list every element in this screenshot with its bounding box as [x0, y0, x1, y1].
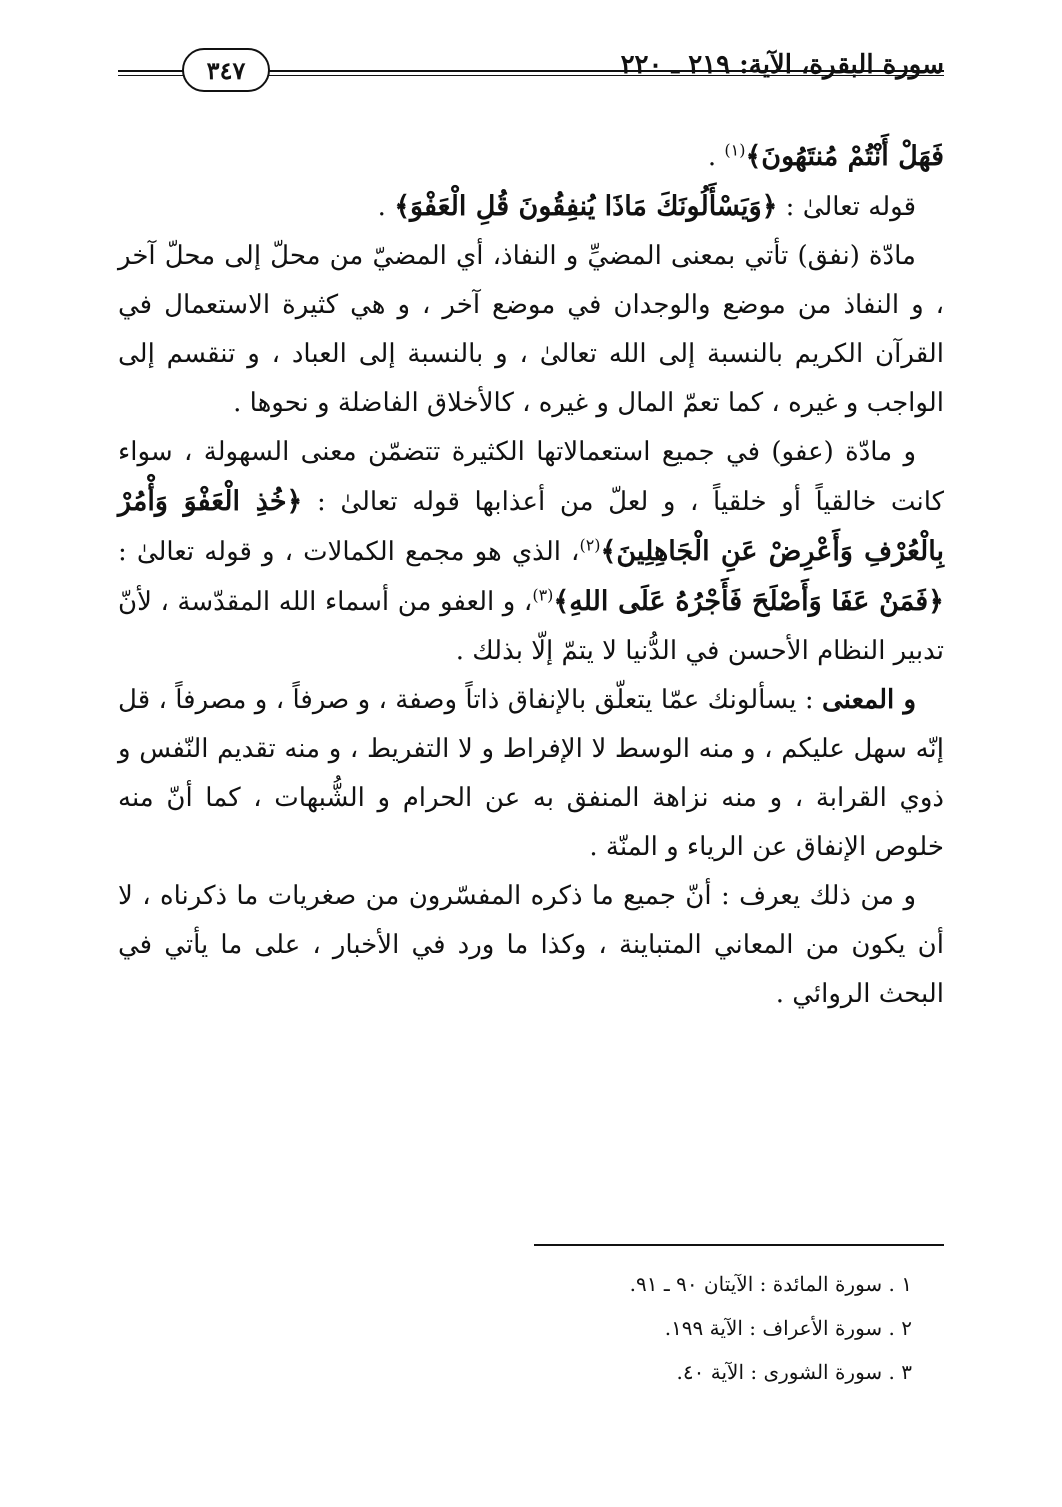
- paragraph-text: .: [377, 192, 395, 222]
- footnotes: [118, 1262, 912, 1394]
- paragraph-text: ، الذي هو مجمع الكمالات ، و قوله تعالىٰ :: [118, 537, 580, 567]
- quran-verse: فَهَلْ أَنْتُمْ مُنتَهُونَ﴾: [745, 141, 944, 172]
- paragraph-text: ، و العفو من أسماء الله المقدّسة ، لأنّ تدبير النظام الأحسن في الدُّنيا لا يتمّ إلّا بذلك .: [118, 587, 944, 666]
- main-text: [118, 132, 944, 1019]
- footnote-marker-1: (١): [724, 140, 746, 160]
- paragraph-1: [118, 132, 944, 182]
- footnote-marker-3: (٣): [532, 585, 554, 605]
- footnote-2: ٢ . سورة الأعراف : الآية ١٩٩.: [664, 1316, 912, 1340]
- paragraph-5: [118, 676, 944, 872]
- meaning-label: و المعنى: [822, 685, 916, 715]
- paragraph-3: مادّة (نفق) تأتي بمعنى المضيِّ و النفاذ، أي المضيّ من محلّ إلى محلّ آخر ، و النفاذ من موضع والوجدان في موضع آخر ، و هي كثيرة الاستعمال في القرآن الكريم بالنسبة إلى الله تعالىٰ ، و بالنسبة إلى العباد ، و تنقسم إلى الواجب و غيره ، كما تعمّ المال و غيره ، كالأخلاق الفاضلة و نحوها .: [118, 241, 944, 418]
- footnote-separator: [534, 1244, 944, 1246]
- footnote-3: ٣ . سورة الشورى : الآية ٤٠.: [676, 1360, 912, 1384]
- paragraph-text: و مادّة (عفو) في جميع استعمالاتها الكثيرة تتضمّن معنى السهولة ، سواء كانت خالقياً أو خلقياً ، و لعلّ من أعذابها قوله تعالىٰ :: [118, 437, 944, 517]
- paragraph-text: : يسألونك عمّا يتعلّق بالإنفاق ذاتاً وصفة ، و صرفاً ، و مصرفاً ، قل إنّه سهل عليكم ، و منه الوسط لا الإفراط و لا التفريط ، و منه تقديم النّفس و ذوي القرابة ، و منه نزاهة المنفق به عن الحرام و الشُّبهات ، كما أنّ منه خلوص الإنفاق عن الرياء و المنّة .: [118, 685, 944, 862]
- quran-verse: ﴿خُذِ الْعَفْوَ وَأْمُرْ بِالْعُرْفِ وَأَعْرِضْ عَنِ الْجَاهِلِينَ﴾: [118, 486, 945, 567]
- paragraph-text: .: [707, 142, 725, 172]
- chapter-title: سورة البقرة، الآية: ٢١٩ ـ ٢٢٠: [620, 50, 944, 80]
- page-number: ٣٤٧: [182, 48, 270, 92]
- running-header: [118, 40, 944, 90]
- footnote-marker-2: (٢): [579, 535, 601, 555]
- paragraph-4: [118, 428, 944, 676]
- paragraph-text: قوله تعالىٰ :: [777, 192, 916, 222]
- quran-verse: ﴿فَمَنْ عَفَا وَأَصْلَحَ فَأَجْرُهُ عَلَى اللهِ﴾: [553, 586, 945, 617]
- quran-verse: ﴿وَيَسْأَلُونَكَ مَاذَا يُنفِقُونَ قُلِ الْعَفْوَ﴾: [394, 191, 778, 222]
- paragraph-2: [118, 182, 944, 232]
- footnote-1: ١ . سورة المائدة : الآيتان ٩٠ ـ ٩١.: [629, 1272, 912, 1296]
- paragraph-6: و من ذلك يعرف : أنّ جميع ما ذكره المفسّرون من صغريات ما ذكرناه ، لا أن يكون من المعاني المتباينة ، وكذا ما ورد في الأخبار ، على ما يأتي في البحث الروائي .: [118, 881, 944, 1009]
